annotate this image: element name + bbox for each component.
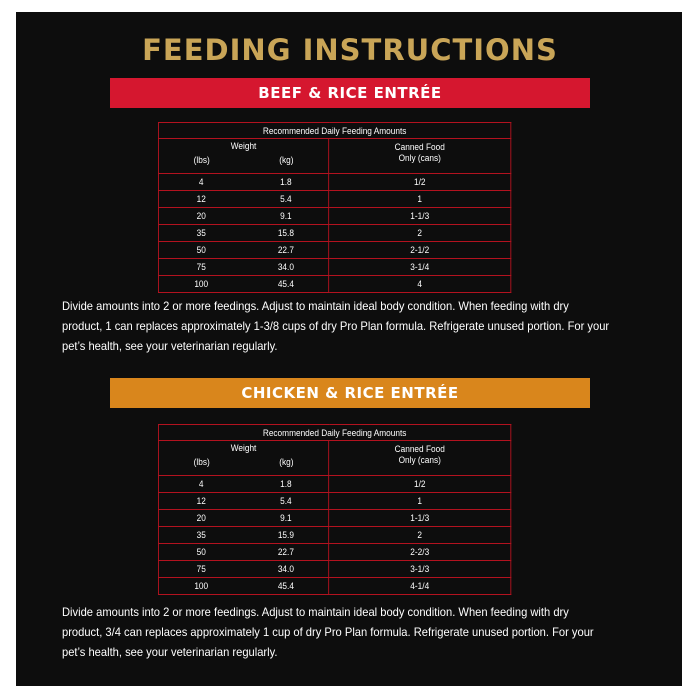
chicken-feeding-table xyxy=(158,424,511,595)
canned-header-line-2: Only (cans) xyxy=(398,153,441,163)
weight-cell xyxy=(158,544,328,561)
lbs-value: 75 xyxy=(196,564,206,574)
cans-value: 1/2 xyxy=(329,174,511,191)
table-row xyxy=(158,510,510,527)
canned-header-line-2: Only (cans) xyxy=(398,455,441,465)
chicken-section-banner: CHICKEN & RICE ENTRÉE xyxy=(110,378,590,408)
lbs-value: 20 xyxy=(196,513,206,523)
kg-value: 1.8 xyxy=(280,177,292,187)
table-row xyxy=(158,527,510,544)
weight-header: Weight xyxy=(230,141,257,151)
table-row xyxy=(158,225,510,242)
table-caption: Recommended Daily Feeding Amounts xyxy=(158,123,510,139)
weight-cell xyxy=(158,259,328,276)
table-row xyxy=(158,561,510,578)
weight-cell xyxy=(158,561,328,578)
lbs-header: (lbs) xyxy=(193,457,210,467)
kg-header: (kg) xyxy=(279,457,294,467)
weight-cell xyxy=(158,191,328,208)
weight-cell xyxy=(158,578,328,595)
weight-header-cell xyxy=(158,441,328,476)
canned-header-line-1: Canned Food xyxy=(394,142,445,152)
kg-value: 5.4 xyxy=(280,194,292,204)
kg-header: (kg) xyxy=(279,155,294,165)
kg-value: 45.4 xyxy=(277,279,294,289)
kg-value: 15.8 xyxy=(277,228,294,238)
weight-cell xyxy=(158,493,328,510)
cans-value: 1-1/3 xyxy=(329,208,511,225)
lbs-value: 100 xyxy=(194,279,209,289)
cans-value: 1 xyxy=(329,493,511,510)
beef-feeding-note: Divide amounts into 2 or more feedings. Adjust to maintain ideal body condition. When feeding with dry product, 1 can replaces approximately 1-3/8 cups of dry Pro Plan formula. Refrigerate unused portion. For your pet’s health, see your veterinarian regularly. xyxy=(62,299,610,353)
weight-header: Weight xyxy=(230,443,257,453)
kg-value: 1.8 xyxy=(280,479,292,489)
cans-value: 1/2 xyxy=(329,476,511,493)
cans-value: 2 xyxy=(329,225,511,242)
cans-value: 3-1/4 xyxy=(329,259,511,276)
weight-cell xyxy=(158,174,328,191)
cans-value: 3-1/3 xyxy=(329,561,511,578)
weight-header-cell xyxy=(158,139,328,174)
canned-header-line-1: Canned Food xyxy=(394,444,445,454)
kg-value: 9.1 xyxy=(280,211,292,221)
weight-cell xyxy=(158,208,328,225)
weight-cell xyxy=(158,510,328,527)
canned-header-cell xyxy=(329,441,511,476)
table-row xyxy=(158,191,510,208)
lbs-value: 75 xyxy=(196,262,206,272)
table-row xyxy=(158,174,510,191)
kg-value: 5.4 xyxy=(280,496,292,506)
table-row xyxy=(158,276,510,293)
table-row xyxy=(158,493,510,510)
cans-value: 2-2/3 xyxy=(329,544,511,561)
weight-cell xyxy=(158,527,328,544)
lbs-value: 20 xyxy=(196,211,206,221)
table-row xyxy=(158,578,510,595)
lbs-value: 12 xyxy=(196,194,206,204)
lbs-value: 12 xyxy=(196,496,206,506)
beef-section-banner: BEEF & RICE ENTRÉE xyxy=(110,78,590,108)
cans-value: 1 xyxy=(329,191,511,208)
cans-value: 2-1/2 xyxy=(329,242,511,259)
kg-value: 22.7 xyxy=(277,245,294,255)
lbs-value: 35 xyxy=(196,228,206,238)
beef-feeding-table xyxy=(158,122,511,293)
lbs-value: 50 xyxy=(196,245,206,255)
table-row xyxy=(158,242,510,259)
canned-header-cell xyxy=(329,139,511,174)
page-title: FEEDING INSTRUCTIONS xyxy=(142,33,558,67)
cans-value: 1-1/3 xyxy=(329,510,511,527)
weight-cell xyxy=(158,276,328,293)
cans-value: 4-1/4 xyxy=(329,578,511,595)
weight-cell xyxy=(158,476,328,493)
table-row xyxy=(158,476,510,493)
kg-value: 15.9 xyxy=(277,530,294,540)
lbs-value: 50 xyxy=(196,547,206,557)
kg-value: 45.4 xyxy=(277,581,294,591)
table-row xyxy=(158,208,510,225)
weight-cell xyxy=(158,225,328,242)
lbs-value: 4 xyxy=(198,479,204,489)
chicken-feeding-note: Divide amounts into 2 or more feedings. Adjust to maintain ideal body condition. When feeding with dry product, 3/4 can replaces approximately 1 cup of dry Pro Plan formula. Refrigerate unused portion. For your pet’s health, see your veterinarian regularly. xyxy=(62,605,594,659)
lbs-value: 35 xyxy=(196,530,206,540)
kg-value: 34.0 xyxy=(277,564,294,574)
table-row xyxy=(158,259,510,276)
lbs-header: (lbs) xyxy=(193,155,210,165)
lbs-value: 4 xyxy=(198,177,204,187)
kg-value: 22.7 xyxy=(277,547,294,557)
table-row xyxy=(158,544,510,561)
kg-value: 34.0 xyxy=(277,262,294,272)
kg-value: 9.1 xyxy=(280,513,292,523)
cans-value: 2 xyxy=(329,527,511,544)
table-caption: Recommended Daily Feeding Amounts xyxy=(158,425,510,441)
weight-cell xyxy=(158,242,328,259)
cans-value: 4 xyxy=(329,276,511,293)
lbs-value: 100 xyxy=(194,581,209,591)
